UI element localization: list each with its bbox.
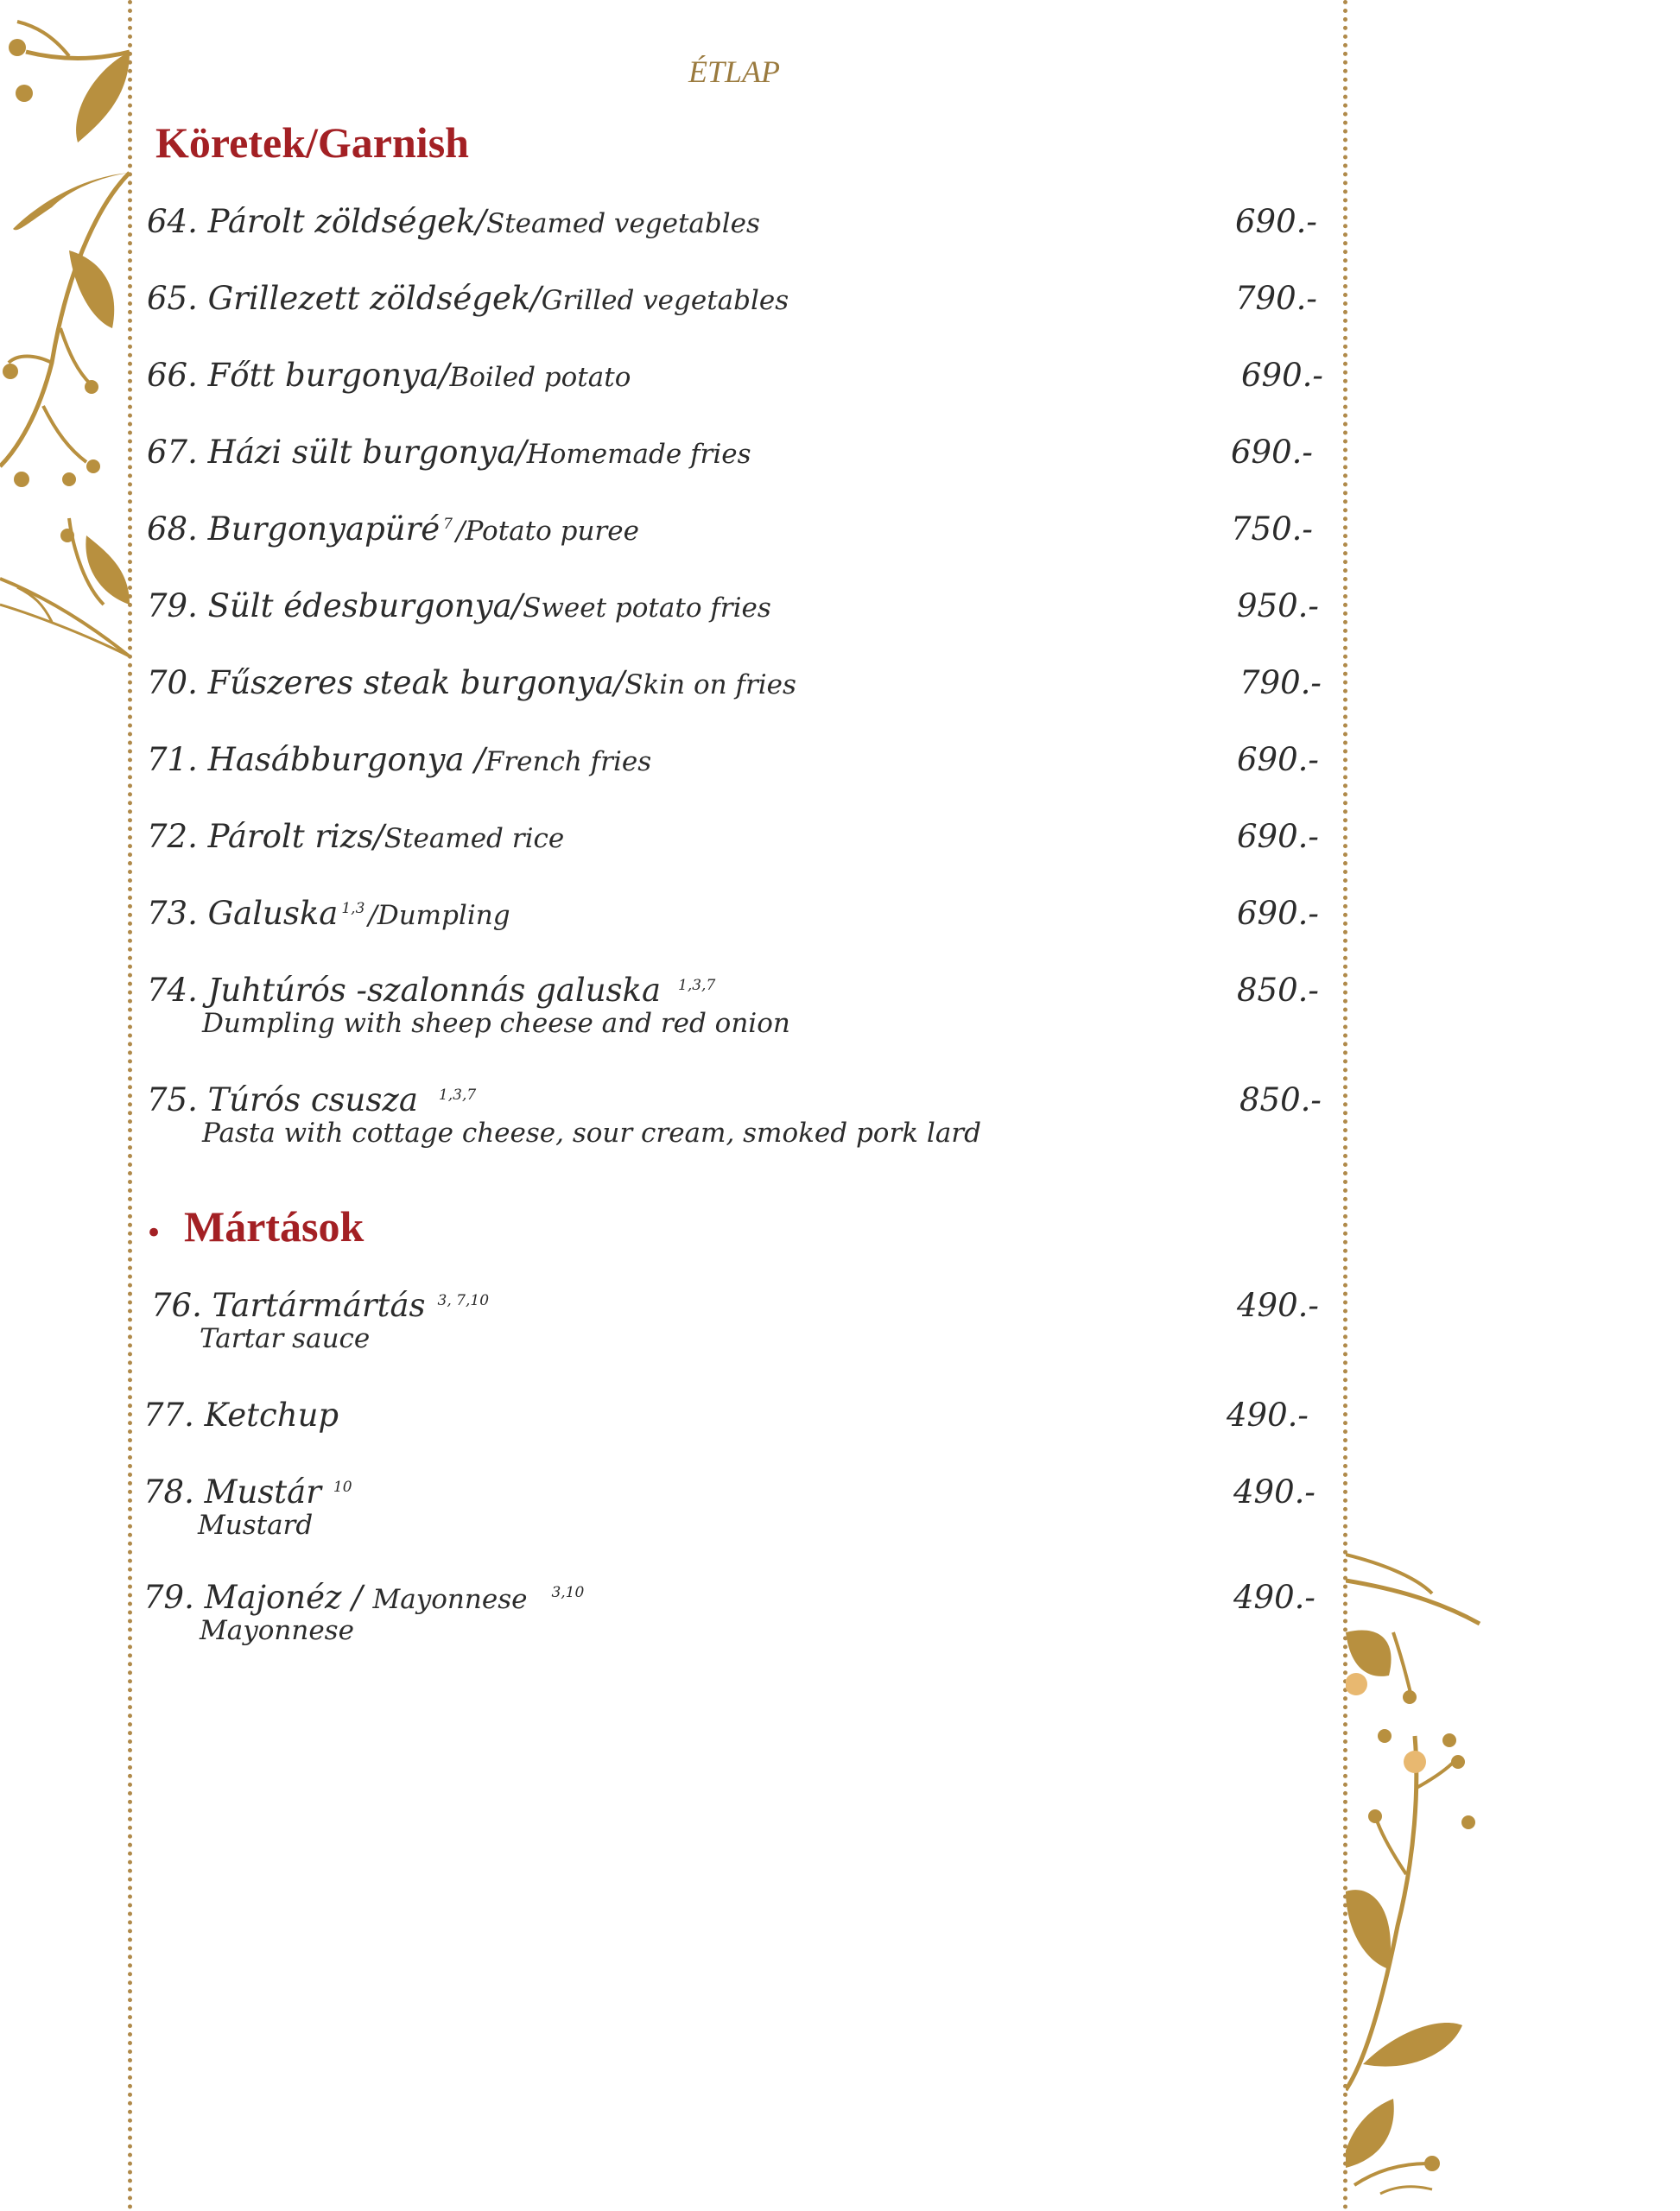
item-name-hu: 65. Grillezett zöldségek/ bbox=[147, 280, 542, 317]
item-name-en: Steamed vegetables bbox=[485, 208, 760, 239]
menu-item bbox=[0, 1579, 1330, 1646]
item-name bbox=[143, 1397, 339, 1434]
item-name-hu: 71. Hasábburgonya / bbox=[147, 741, 485, 778]
floral-decoration-bottom-right bbox=[1346, 1529, 1484, 2211]
menu-item bbox=[0, 1287, 1330, 1354]
item-name-en: French fries bbox=[485, 746, 652, 777]
allergen-codes: 3, 7,10 bbox=[437, 1291, 490, 1309]
menu-item bbox=[0, 587, 1330, 624]
item-name bbox=[147, 972, 719, 1009]
menu-item bbox=[0, 1473, 1330, 1541]
section-bullet: • bbox=[145, 1216, 163, 1251]
item-name-hu: 66. Főtt burgonya/ bbox=[147, 357, 450, 394]
item-name bbox=[147, 357, 631, 394]
item-name-hu: 78. Mustár bbox=[143, 1473, 321, 1511]
item-price: 490.- bbox=[1233, 1579, 1315, 1616]
item-name-en: Sweet potato fries bbox=[523, 592, 771, 624]
item-price: 690.- bbox=[1237, 741, 1319, 778]
item-name bbox=[147, 741, 651, 778]
item-price: 850.- bbox=[1237, 972, 1319, 1009]
item-name-en: Skin on fries bbox=[624, 669, 796, 700]
item-price: 690.- bbox=[1241, 357, 1323, 394]
item-name-hu: 75. Túrós csusza bbox=[147, 1081, 418, 1118]
item-price: 790.- bbox=[1235, 280, 1317, 317]
item-name-hu: 67. Házi sült burgonya/ bbox=[147, 434, 527, 471]
item-price: 690.- bbox=[1231, 434, 1313, 471]
menu-item bbox=[0, 203, 1330, 240]
menu-item bbox=[0, 818, 1330, 855]
section-title-sauces: Mártások bbox=[184, 1202, 365, 1251]
item-name-en: /Potato puree bbox=[456, 516, 639, 547]
menu-item bbox=[0, 895, 1330, 932]
item-price: 490.- bbox=[1227, 1397, 1309, 1434]
item-name-hu: 72. Párolt rizs/ bbox=[147, 818, 384, 855]
item-name-en: Grilled vegetables bbox=[541, 285, 789, 316]
item-price: 490.- bbox=[1233, 1473, 1315, 1511]
item-price: 850.- bbox=[1239, 1081, 1322, 1118]
section-title-garnish: Köretek/Garnish bbox=[155, 118, 469, 167]
allergen-codes: 1,3,7 bbox=[678, 976, 716, 994]
item-name-hu: 79. Majonéz / bbox=[143, 1579, 363, 1616]
menu-item bbox=[0, 357, 1330, 394]
item-price: 690.- bbox=[1237, 895, 1319, 932]
item-name bbox=[147, 203, 760, 240]
item-name bbox=[147, 280, 789, 317]
allergen-codes: 10 bbox=[333, 1478, 352, 1496]
menu-item bbox=[0, 1081, 1330, 1149]
item-name bbox=[147, 818, 564, 855]
item-price: 690.- bbox=[1237, 818, 1319, 855]
item-name bbox=[147, 434, 751, 471]
item-name-hu: 73. Galuska bbox=[147, 895, 339, 932]
item-description: Mustard bbox=[198, 1510, 314, 1541]
allergen-codes: 3,10 bbox=[551, 1583, 585, 1601]
item-name bbox=[147, 1081, 479, 1118]
item-name bbox=[143, 1473, 356, 1511]
item-name-en: Mayonnese bbox=[372, 1584, 528, 1615]
item-name bbox=[147, 510, 639, 548]
item-name-hu: 74. Juhtúrós -szalonnás galuska bbox=[147, 972, 661, 1009]
item-price: 790.- bbox=[1239, 664, 1322, 701]
item-name-en: Steamed rice bbox=[384, 823, 565, 854]
item-name-en: Homemade fries bbox=[526, 439, 751, 470]
item-name-hu: 70. Fűszeres steak burgonya/ bbox=[147, 664, 625, 701]
item-name-hu: 64. Párolt zöldségek/ bbox=[147, 203, 486, 240]
item-description: Mayonnese bbox=[200, 1615, 354, 1646]
item-name-en: /Dumpling bbox=[368, 900, 510, 931]
menu-item bbox=[0, 510, 1330, 548]
floral-decoration-top-left bbox=[0, 0, 130, 674]
item-name bbox=[147, 587, 771, 624]
item-name-hu: 77. Ketchup bbox=[143, 1397, 339, 1434]
item-name-hu: 68. Burgonyapüré bbox=[147, 510, 441, 548]
item-description: Pasta with cottage cheese, sour cream, smoked pork lard bbox=[202, 1118, 981, 1149]
item-name-hu: 79. Sült édesburgonya/ bbox=[147, 587, 523, 624]
menu-header: ÉTLAP bbox=[688, 54, 780, 89]
item-price: 750.- bbox=[1231, 510, 1313, 548]
item-name-en: Boiled potato bbox=[449, 362, 631, 393]
menu-item bbox=[0, 741, 1330, 778]
item-description: Tartar sauce bbox=[200, 1323, 371, 1354]
item-price: 690.- bbox=[1235, 203, 1317, 240]
menu-item bbox=[0, 664, 1330, 701]
item-name bbox=[147, 664, 796, 701]
allergen-codes: 1,3,7 bbox=[438, 1086, 477, 1104]
item-name bbox=[143, 1579, 587, 1616]
item-name-hu: 76. Tartármártás bbox=[151, 1287, 426, 1324]
item-price: 490.- bbox=[1237, 1287, 1319, 1324]
menu-item bbox=[0, 280, 1330, 317]
item-price: 950.- bbox=[1237, 587, 1319, 624]
item-name bbox=[147, 895, 510, 932]
allergen-codes: 1,3 bbox=[341, 899, 365, 917]
item-name bbox=[151, 1287, 492, 1324]
item-description: Dumpling with sheep cheese and red onion bbox=[202, 1008, 790, 1039]
allergen-codes: 7 bbox=[443, 515, 453, 533]
